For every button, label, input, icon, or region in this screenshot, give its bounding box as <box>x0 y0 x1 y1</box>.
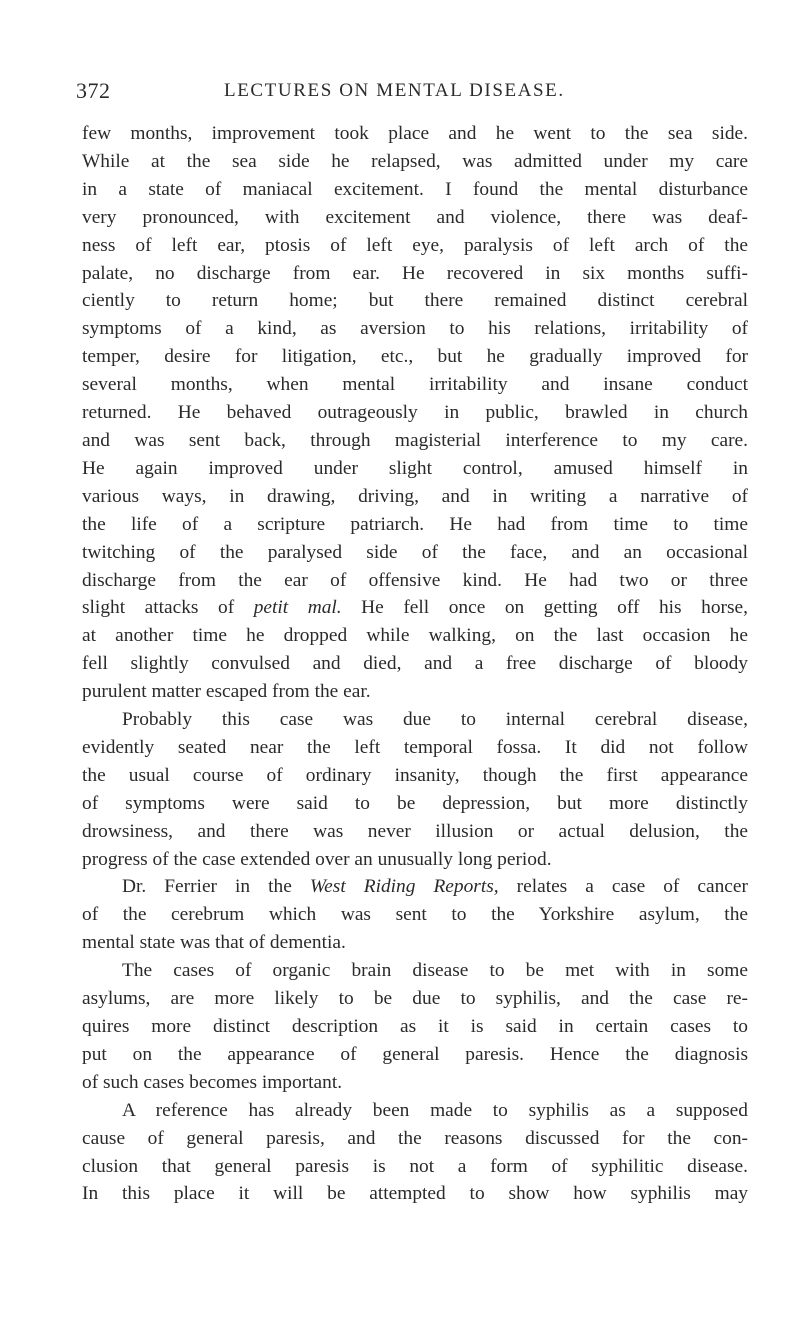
text-line: very pronounced, with excitement and violence, there was deaf- <box>82 206 748 228</box>
text-line: cause of general paresis, and the reasons discussed for the con- <box>82 1127 748 1149</box>
text-line: various ways, in drawing, driving, and in writing a narrative of <box>82 485 748 507</box>
text-line: several months, when mental irritability and insane conduct <box>82 374 748 396</box>
text-line: and was sent back, through magisterial interference to my care. <box>82 429 748 451</box>
text-line: asylums, are more likely to be due to syphilis, and the case re- <box>82 988 748 1010</box>
text-line: few months, improvement took place and he went to the sea side. <box>82 123 748 144</box>
text-line: ness of left ear, ptosis of left eye, paralysis of left arch of the <box>82 234 748 256</box>
text-line: of such cases becomes important. <box>82 1071 343 1093</box>
text-line: returned. He behaved outrageously in public, brawled in church <box>82 402 748 424</box>
text-line: palate, no discharge from ear. He recovered in six months suffi- <box>82 262 748 284</box>
text-line: The cases of organic brain disease to be met with in some <box>122 960 748 982</box>
text-line: mental state was that of dementia. <box>82 932 346 954</box>
text-line: of symptoms were said to be depression, but more distinctly <box>82 792 748 814</box>
text-run: He fell once on getting off his horse, <box>341 597 748 619</box>
text-line: in a state of maniacal excitement. I found the mental disturbance <box>82 178 748 200</box>
text-line: ciently to return home; but there remained distinct cerebral <box>82 290 748 312</box>
text-line: While at the sea side he relapsed, was admitted under my care <box>82 150 748 172</box>
text-run: Dr. Ferrier in the <box>122 876 310 898</box>
text-line: evidently seated near the left temporal fossa. It did not follow <box>82 736 748 758</box>
text-line: put on the appearance of general paresis. Hence the diagnosis <box>82 1043 748 1065</box>
paragraph-3 <box>82 873 748 957</box>
text-line: temper, desire for litigation, etc., but he gradually improved for <box>82 346 748 368</box>
text-line: discharge from the ear of offensive kind. He had two or three <box>82 569 748 591</box>
text-line: drowsiness, and there was never illusion or actual delusion, the <box>82 820 748 842</box>
paragraph-1 <box>82 120 748 706</box>
body-text <box>82 120 748 1208</box>
text-line: Probably this case was due to internal cerebral disease, <box>122 709 748 731</box>
text-line: of the cerebrum which was sent to the Yorkshire asylum, the <box>82 904 748 926</box>
text-line: In this place it will be attempted to show how syphilis may <box>82 1183 748 1205</box>
text-line: purulent matter escaped from the ear. <box>82 681 371 703</box>
italic-term: petit mal. <box>253 597 342 619</box>
italic-title: West Riding Reports, <box>309 876 499 898</box>
paragraph-5 <box>82 1097 748 1209</box>
running-head: LECTURES ON MENTAL DISEASE. <box>224 80 565 101</box>
text-line: the usual course of ordinary insanity, though the first appearance <box>82 764 748 786</box>
paragraph-2 <box>82 706 748 873</box>
text-line <box>82 594 748 622</box>
text-line: clusion that general paresis is not a form of syphilitic disease. <box>82 1155 748 1177</box>
text-line: He again improved under slight control, amused himself in <box>82 457 748 479</box>
text-line: at another time he dropped while walking, on the last occasion he <box>82 625 748 647</box>
text-line <box>82 873 748 901</box>
text-run: relates a case of cancer <box>498 876 748 898</box>
page-header <box>76 78 756 112</box>
page-number: 372 <box>76 78 111 103</box>
paragraph-4 <box>82 957 748 1097</box>
text-line: quires more distinct description as it is said in certain cases to <box>82 1016 748 1037</box>
text-line: fell slightly convulsed and died, and a free discharge of bloody <box>82 653 748 675</box>
text-line: progress of the case extended over an unusually long period. <box>82 848 552 870</box>
text-run: slight attacks of <box>82 597 254 619</box>
text-line: A reference has already been made to syphilis as a supposed <box>122 1099 748 1121</box>
text-line: the life of a scripture patriarch. He had from time to time <box>82 513 748 535</box>
text-line: symptoms of a kind, as aversion to his relations, irritability of <box>82 318 748 340</box>
text-line: twitching of the paralysed side of the face, and an occasional <box>82 541 748 563</box>
